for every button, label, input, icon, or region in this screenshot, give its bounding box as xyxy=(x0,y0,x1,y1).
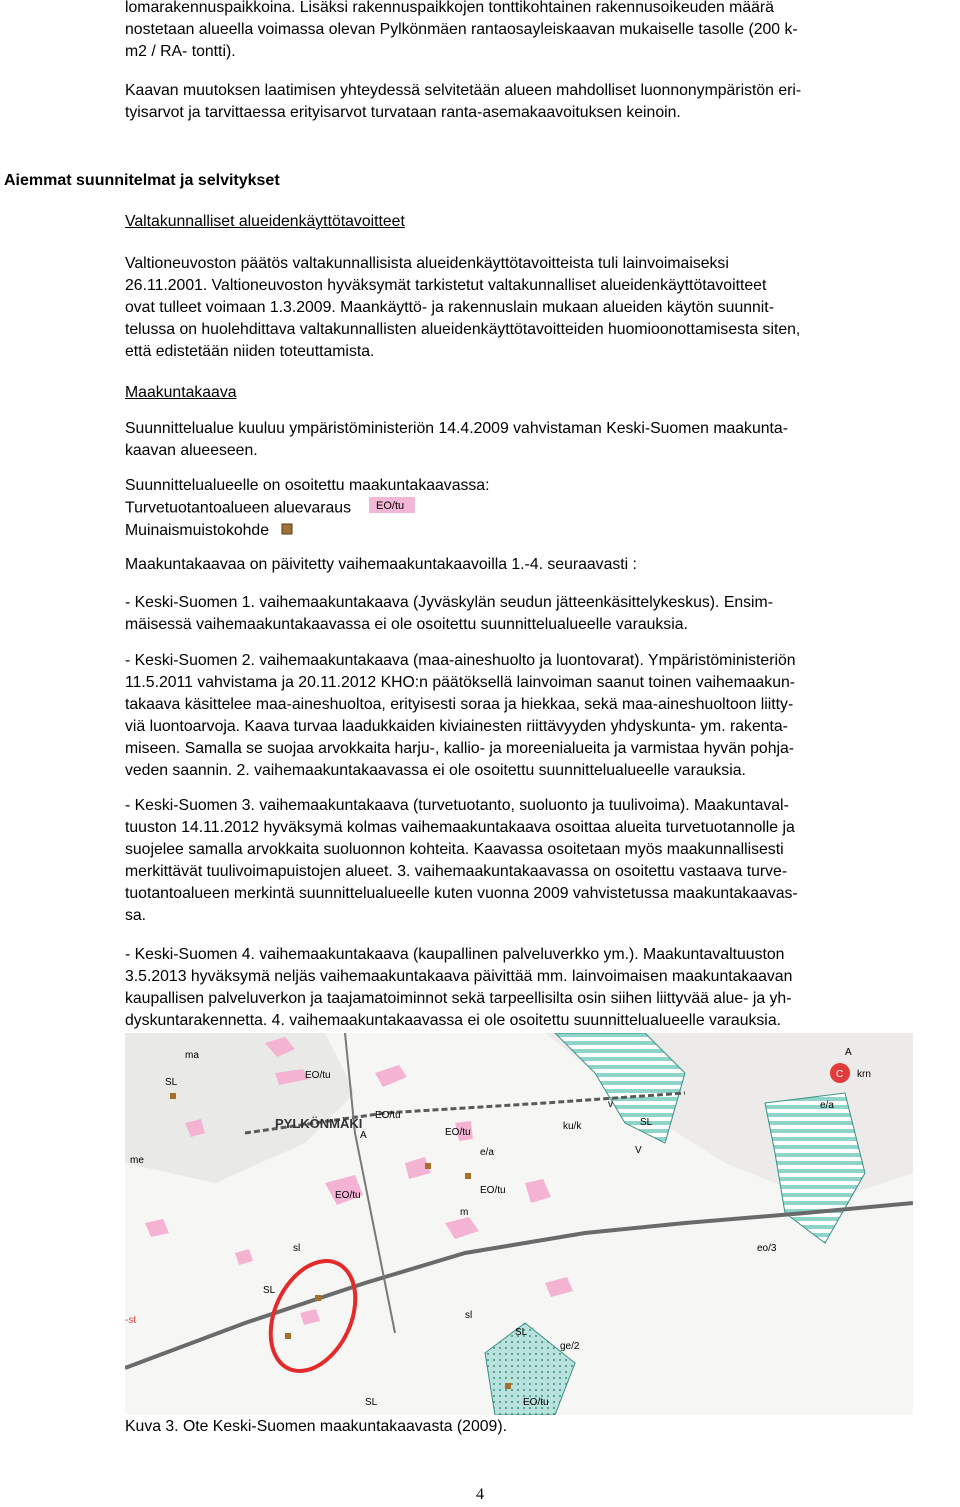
swatch-text: EO/tu xyxy=(376,500,405,512)
text-line: tuuston 14.11.2012 hyväksymä kolmas vaihemaakuntakaava osoittaa alueita turvetuotannolle ja xyxy=(125,819,795,836)
legend-label: Turvetuotantoalueen aluevaraus xyxy=(125,499,351,517)
map-label: SL xyxy=(640,1117,653,1128)
text-line: takaava käsittelee maa-aineshuoltoa, erityisesti soraa ja hiekkaa, sekä maa-aineshuoltoon liitty- xyxy=(125,696,794,713)
update-3 xyxy=(125,795,957,927)
eo-tu-swatch xyxy=(369,497,415,520)
text-line: telussa on huolehdittava valtakunnallisten alueidenkäyttötavoitteiden huomioonottamisesta siten, xyxy=(125,321,801,338)
update-1 xyxy=(125,592,957,636)
map-label: eo/3 xyxy=(757,1243,777,1254)
map-label: ma xyxy=(185,1050,199,1061)
text-line: veden saannin. 2. vaihemaakuntakaavassa ei ole osoitettu suunnittelualueelle varauksia. xyxy=(125,762,746,779)
map-label: -st xyxy=(125,1315,137,1326)
text-line: että edistetään niiden toteuttamista. xyxy=(125,343,375,360)
map-label: SL xyxy=(515,1327,528,1338)
maakuntakaava-map xyxy=(125,1033,913,1415)
update-2 xyxy=(125,650,957,782)
text-line: 3.5.2013 hyväksymä neljäs vaihemaakuntakaava päivittää mm. lainvoimaisen maakuntakaavan xyxy=(125,968,793,985)
text-line: dyskuntarakennetta. 4. vaihemaakuntakaavassa ei ole osoitettu suunnittelualueelle varauksia. xyxy=(125,1012,781,1029)
map-label: A xyxy=(845,1047,852,1058)
maakuntakaava-title: Maakuntakaava xyxy=(125,384,237,401)
map-label: e/a xyxy=(480,1147,494,1158)
map-label: A xyxy=(360,1130,367,1141)
text-line: 11.5.2011 vahvistama ja 20.11.2012 KHO:n päätöksellä lainvoiman saanut toinen vaihemaakun- xyxy=(125,674,796,691)
updates-intro: Maakuntakaavaa on päivitetty vaihemaakuntakaavoilla 1.-4. seuraavasti : xyxy=(125,556,637,573)
text-line: tyisarvot ja tarvittaessa erityisarvot turvataan ranta-asemakaavoituksen keinoin. xyxy=(125,104,681,121)
text-line: lomarakennuspaikkoina. Lisäksi rakennuspaikkojen tonttikohtainen rakennusoikeuden määrä xyxy=(125,0,774,16)
map-label: me xyxy=(130,1155,144,1166)
valtakunnalliset-paragraph xyxy=(125,253,955,363)
text-line: Kaavan muutoksen laatimisen yhteydessä selvitetään alueen mahdolliset luonnonympäristön eri- xyxy=(125,82,802,99)
text-line: Suunnittelualueelle on osoitettu maakuntakaavassa: xyxy=(125,477,490,494)
text-line: merkittävät tuulivoimapuistojen alueet. 3. vaihemaakuntakaavassa on osoitettu vastaava turve- xyxy=(125,863,788,880)
heritage-swatch xyxy=(281,520,293,542)
intro-paragraph xyxy=(125,0,957,63)
map-label: m xyxy=(460,1207,469,1218)
text-line: mäisessä vaihemaakuntakaavassa ei ole osoitettu suunnittelualueelle varauksia. xyxy=(125,616,688,633)
map-label: sl xyxy=(293,1243,301,1254)
legend-label: Muinaismuistokohde xyxy=(125,522,270,540)
kaavan-muutos-paragraph xyxy=(125,80,957,124)
valtakunnalliset-title: Valtakunnalliset alueidenkäyttötavoitteet xyxy=(125,213,405,230)
map-label: EO/tu xyxy=(523,1397,549,1408)
map-label: SL xyxy=(365,1397,378,1408)
map-label: ge/2 xyxy=(560,1341,580,1352)
text-line: suojelee samalla arvokkaita suoluonnon kohteita. Kaavassa osoitetaan myös maakunnallisesti xyxy=(125,841,784,858)
text-line: - Keski-Suomen 1. vaihemaakuntakaava (Jyväskylän seudun jätteenkäsittelykeskus). Ensim- xyxy=(125,594,773,611)
map-label: EO/tu xyxy=(480,1185,506,1196)
map-label: SL xyxy=(263,1285,276,1296)
section-heading: Aiemmat suunnitelmat ja selvitykset xyxy=(4,172,280,189)
map-label: SL xyxy=(165,1077,178,1088)
map-label: ku/k xyxy=(563,1121,582,1132)
map-label: EO/tu xyxy=(335,1190,361,1201)
map-label: v xyxy=(608,1099,613,1110)
text-line: - Keski-Suomen 2. vaihemaakuntakaava (maa-aineshuolto ja luontovarat). Ympäristöministeriön xyxy=(125,652,796,669)
map-label: PYLKÖNMÄKI xyxy=(275,1116,363,1131)
text-line: Valtioneuvoston päätös valtakunnallisista alueidenkäyttötavoitteista tuli lainvoimaiseksi xyxy=(125,255,729,272)
text-line: m2 / RA- tontti). xyxy=(125,43,236,60)
maakuntakaava-paragraph xyxy=(125,418,955,462)
text-line: Suunnittelualue kuuluu ympäristöministeriön 14.4.2009 vahvistaman Keski-Suomen maakunta- xyxy=(125,420,788,437)
text-line: viä luontoarvoja. Kaava turvaa laadukkaiden kiviainesten riittävyyden yhdyskunta- ym. rakenta- xyxy=(125,718,788,735)
update-4 xyxy=(125,944,957,1032)
map-label: e/a xyxy=(820,1100,834,1111)
map-label: EO/tu xyxy=(445,1127,471,1138)
figure-caption: Kuva 3. Ote Keski-Suomen maakuntakaavasta (2009). xyxy=(125,1418,507,1435)
text-line: - Keski-Suomen 3. vaihemaakuntakaava (turvetuotanto, suoluonto ja tuulivoima). Maakuntaval- xyxy=(125,797,789,814)
map-label: EO/tu xyxy=(305,1070,331,1081)
map-label: C xyxy=(836,1069,844,1080)
text-line: miseen. Samalla se suojaa arvokkaita harju-, kallio- ja moreenialueita ja varmistaa hyvän pohja- xyxy=(125,740,795,757)
osoitettu-block xyxy=(125,475,955,542)
text-line: kaavan alueeseen. xyxy=(125,442,258,459)
map-label: krn xyxy=(857,1069,871,1080)
text-line: nostetaan alueella voimassa olevan Pylkönmäen rantaosayleiskaavan mukaiselle tasolle (200 k- xyxy=(125,21,798,38)
map-svg xyxy=(125,1033,913,1415)
legend-row-turve xyxy=(125,497,955,520)
text-line: sa. xyxy=(125,907,147,924)
map-label: sl xyxy=(465,1310,473,1321)
map-label: EO/tu xyxy=(375,1110,401,1121)
page-number: 4 xyxy=(476,1486,484,1503)
text-line: kaupallisen palveluverkon ja taajamatoiminnot sekä tarpeellisilta osin siihen liittyvää alue- ja yh- xyxy=(125,990,792,1007)
text-line: - Keski-Suomen 4. vaihemaakuntakaava (kaupallinen palveluverkko ym.). Maakuntavaltuuston xyxy=(125,946,785,963)
text-line: 26.11.2001. Valtioneuvoston hyväksymät tarkistetut valtakunnalliset alueidenkäyttötavoitteet xyxy=(125,277,767,294)
map-label: V xyxy=(635,1145,642,1156)
text-line: tuotantoalueen merkintä suunnittelualueelle kuten vuonna 2009 vahvistetussa maakuntakaavas- xyxy=(125,885,798,902)
legend-row-muinais xyxy=(125,520,955,542)
text-line: ovat tulleet voimaan 1.3.2009. Maankäyttö- ja rakennuslain mukaan alueiden käytön suunnit- xyxy=(125,299,774,316)
